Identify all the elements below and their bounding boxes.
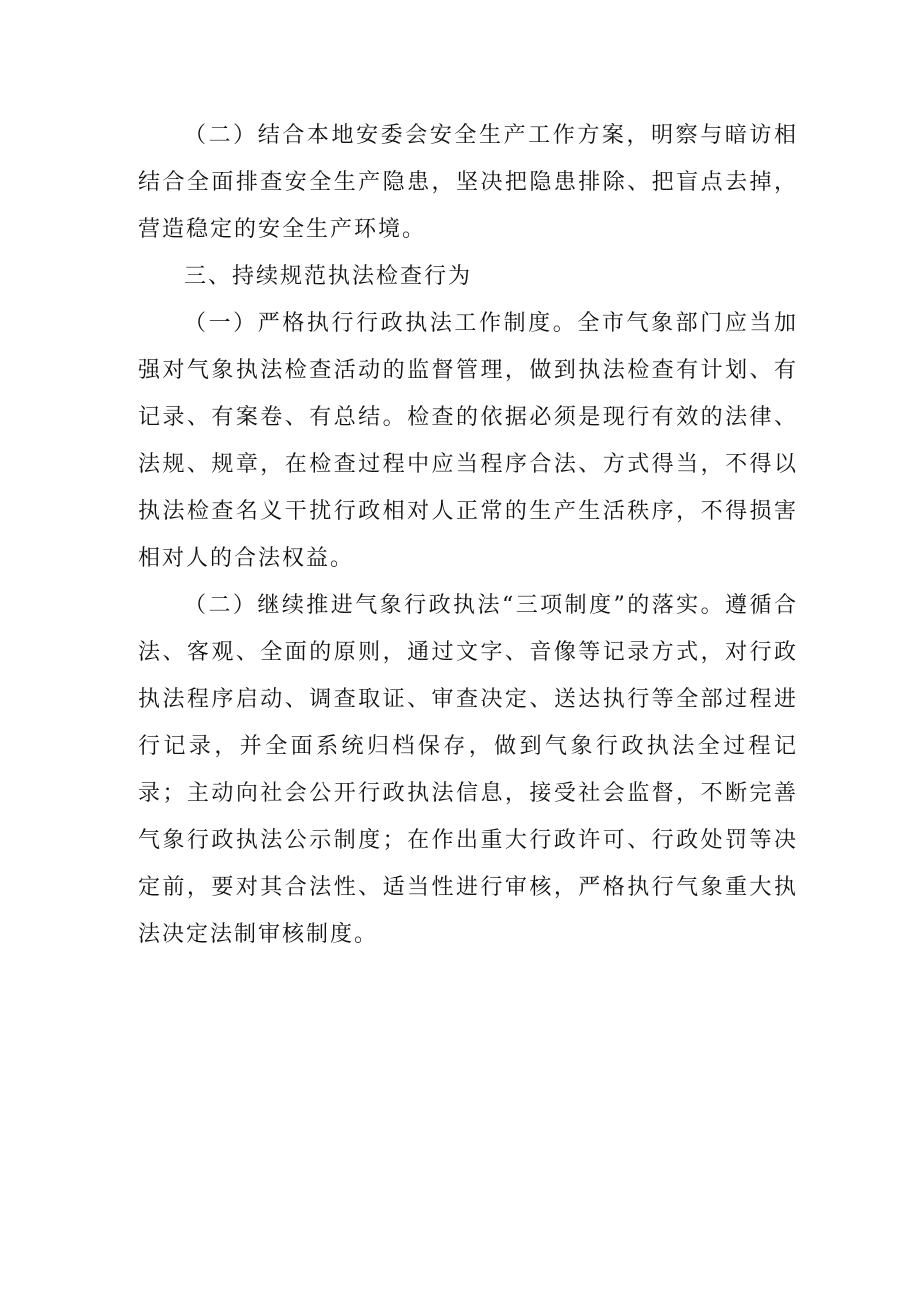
paragraph-three-systems: （二）继续推进气象行政执法“三项制度”的落实。遵循合法、客观、全面的原则，通过文字、音像等记录方式，对行政执法程序启动、调查取证、审查决定、送达执行等全部过程进行记录，并全面系统归档保存，做到气象行政执法全过程记录；主动向社会公开行政执法信息，接受社会监督，不断完善气象行政执法公示制度；在作出重大行政许可、行政处罚等决定前，要对其合法性、适当性进行审核，严格执行气象重大执法决定法制审核制度。 <box>138 593 798 947</box>
section-heading-3: 三、持续规范执法检查行为 <box>184 264 473 289</box>
paragraph-safety-inspection: （二）结合本地安委会安全生产工作方案，明察与暗访相结合全面排查安全生产隐患，坚决把隐患排除、把盲点去掉，营造稳定的安全生产环境。 <box>138 123 798 242</box>
document-body <box>138 112 798 958</box>
paragraph-enforcement-system: （一）严格执行行政执法工作制度。全市气象部门应当加强对气象执法检查活动的监督管理，做到执法检查有计划、有记录、有案卷、有总结。检查的依据必须是现行有效的法律、法规、规章，在检查过程中应当程序合法、方式得当，不得以执法检查名义干扰行政相对人正常的生产生活秩序，不得损害相对人的合法权益。 <box>138 311 798 571</box>
